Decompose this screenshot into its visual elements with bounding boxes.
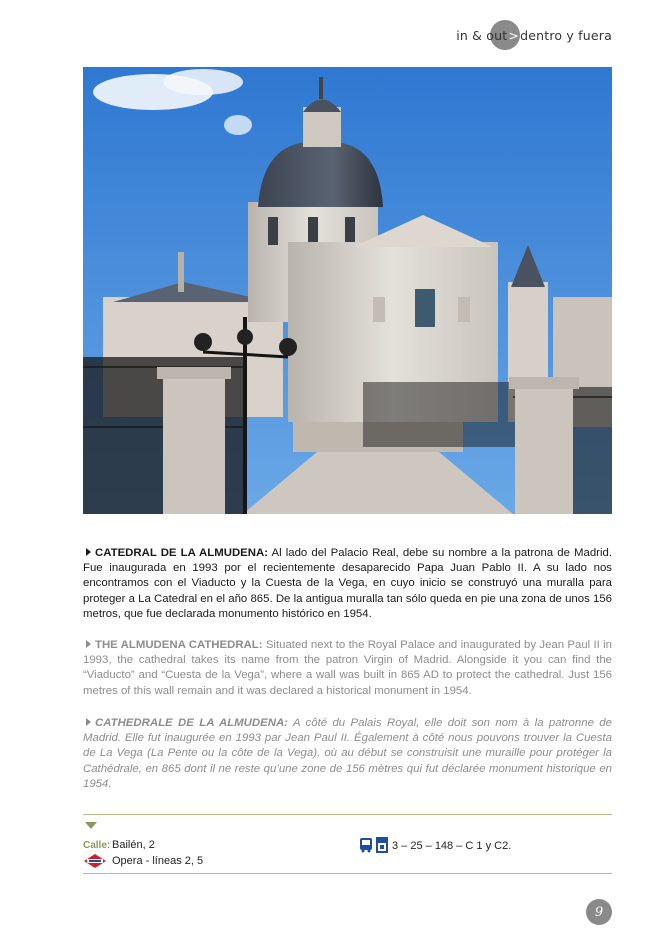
metro-icon: [83, 853, 107, 869]
bullet-arrow-icon: [86, 718, 91, 726]
header-left: in & out: [456, 27, 508, 43]
info-top-rule: [83, 814, 612, 815]
spanish-heading: CATEDRAL DE LA ALMUDENA:: [95, 547, 269, 559]
french-heading: CATHEDRALE DE LA ALMUDENA:: [95, 717, 288, 729]
english-body: Situated next to the Royal Palace and inaugurated by Jean Paul II in 1993, the cathedral takes its name from the patron Virgin of Madrid. Alongside it you can find the “Viaducto” and “Cuesta de la Vega”, where a wall was built in 865 AD to protect the cathedral. Just 156 metres of this wall remain and it was declared a historical monument in 1954.: [83, 639, 612, 697]
bus-icon: [359, 837, 373, 853]
emt-icon: [376, 837, 388, 853]
bus-icons: [359, 837, 388, 853]
page-header: [456, 20, 612, 50]
triangle-down-icon: [85, 822, 97, 829]
english-heading: THE ALMUDENA CATHEDRAL:: [95, 639, 263, 651]
bullet-arrow-icon: [86, 548, 91, 556]
info-bottom-rule: [83, 873, 612, 874]
spanish-paragraph: [83, 546, 612, 622]
bullet-arrow-icon: [86, 640, 91, 648]
english-paragraph: [83, 638, 612, 699]
spanish-body: Al lado del Palacio Real, debe su nombre a la patrona de Madrid. Fue inaugurada en 1993 por el recientemente desaparecido Papa Juan Pablo II. A su lado nos encontramos con el Viaducto y la Cuesta de la Vega, en cuyo inicio se construyó una muralla para proteger a La Catedral en el año 865. De la antigua muralla tan sólo queda en pie una zona de unos 156 metros, que fue declarada monumento histórico en 1954.: [83, 547, 612, 620]
bus-lines-value: 3 – 25 – 148 – C 1 y C2.: [392, 840, 512, 852]
french-body: A côté du Palais Royal, elle doit son nom à la patronne de Madrid. Elle fut inaugurée en 1993 par Jean Paul II. Également à côté nous pouvons trouver la Cuesta de La Vega (La Pente ou la côte de la Vega), où au début se construisit une muraille pour protéger la Cathédrale, en 865 dont il ne reste qu’une zone de 156 mètres qui fut déclarée monument historique en 1954.: [83, 717, 612, 790]
header-right: dentro y fuera: [520, 27, 612, 43]
metro-value: Opera - líneas 2, 5: [112, 855, 204, 867]
street-value: Bailén, 2: [112, 839, 155, 851]
french-paragraph: [83, 716, 612, 792]
street-label: Calle:: [83, 840, 111, 851]
cathedral-photo: [83, 67, 612, 514]
page-number: 9: [586, 899, 612, 925]
header-separator: >: [508, 27, 520, 43]
